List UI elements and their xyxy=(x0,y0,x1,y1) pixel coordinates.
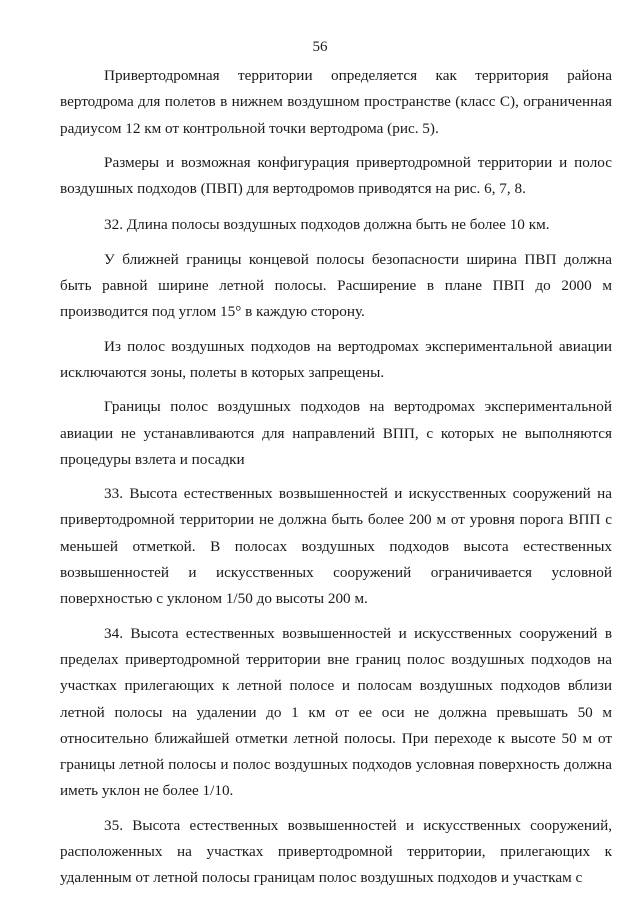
paragraph-34-height-near-strip: 34. Высота естественных возвышенностей и искусственных сооружений в пределах привертодромной территории вне границ полос воздушных подходов на участках прилегающих к летной полосе и полосам воздушных подходов вблизи летной полосы на удалении до 1 км от ее оси не должна превышать 50 м относительно ближайшей отметки летной полосы. При переходе к высоте 50 м от границы летной полосы и полос воздушных подходов условная поверхность должна иметь уклон не более 1/10. xyxy=(60,624,612,800)
paragraph-excluded-zones: Из полос воздушных подходов на вертодромах экспериментальной авиации исключаются зоны, полеты в которых запрещены. xyxy=(60,337,612,381)
page-number: 56 xyxy=(312,39,328,55)
paragraph-boundaries-not-set: Границы полос воздушных подходов на вертодромах экспериментальной авиации не устанавливаются для направлений ВПП, с которых не выполняются процедуры взлета и посадки xyxy=(60,398,612,468)
paragraph-approach-width: У ближней границы концевой полосы безопасности ширина ПВП должна быть равной ширине летной полосы. Расширение в плане ПВП до 2000 м производится под углом 15° в каждую сторону. xyxy=(60,250,612,321)
paragraph-32-length: 32. Длина полосы воздушных подходов должна быть не более 10 км. xyxy=(104,216,550,234)
paragraph-33-height-limit: 33. Высота естественных возвышенностей и искусственных сооружений на привертодромной территории не должна быть более 200 м от уровня порога ВПП с меньшей отметкой. В полосах воздушных подходов высота естественных возвышенностей и искусственных сооружений ограничивается условной поверхностью с уклоном 1/50 до высоты 200 м. xyxy=(60,485,612,608)
paragraph-heliport-area-definition: Привертодромная территории определяется как территория района вертодрома для полетов в нижнем воздушном пространстве (класс С), ограниченная радиусом 12 км от контрольной точки вертодрома (рис. 5). xyxy=(60,67,612,137)
document-body xyxy=(60,63,612,900)
paragraph-35-height-remote: 35. Высота естественных возвышенностей и искусственных сооружений, расположенных на участках привертодромной территории, прилегающих к удаленным от летной полосы границам полос воздушных подходов и участкам с xyxy=(60,816,612,887)
paragraph-dimensions-reference: Размеры и возможная конфигурация привертодромной территории и полос воздушных подходов (ПВП) для вертодромов приводятся на рис. 6, 7, 8. xyxy=(60,153,612,198)
